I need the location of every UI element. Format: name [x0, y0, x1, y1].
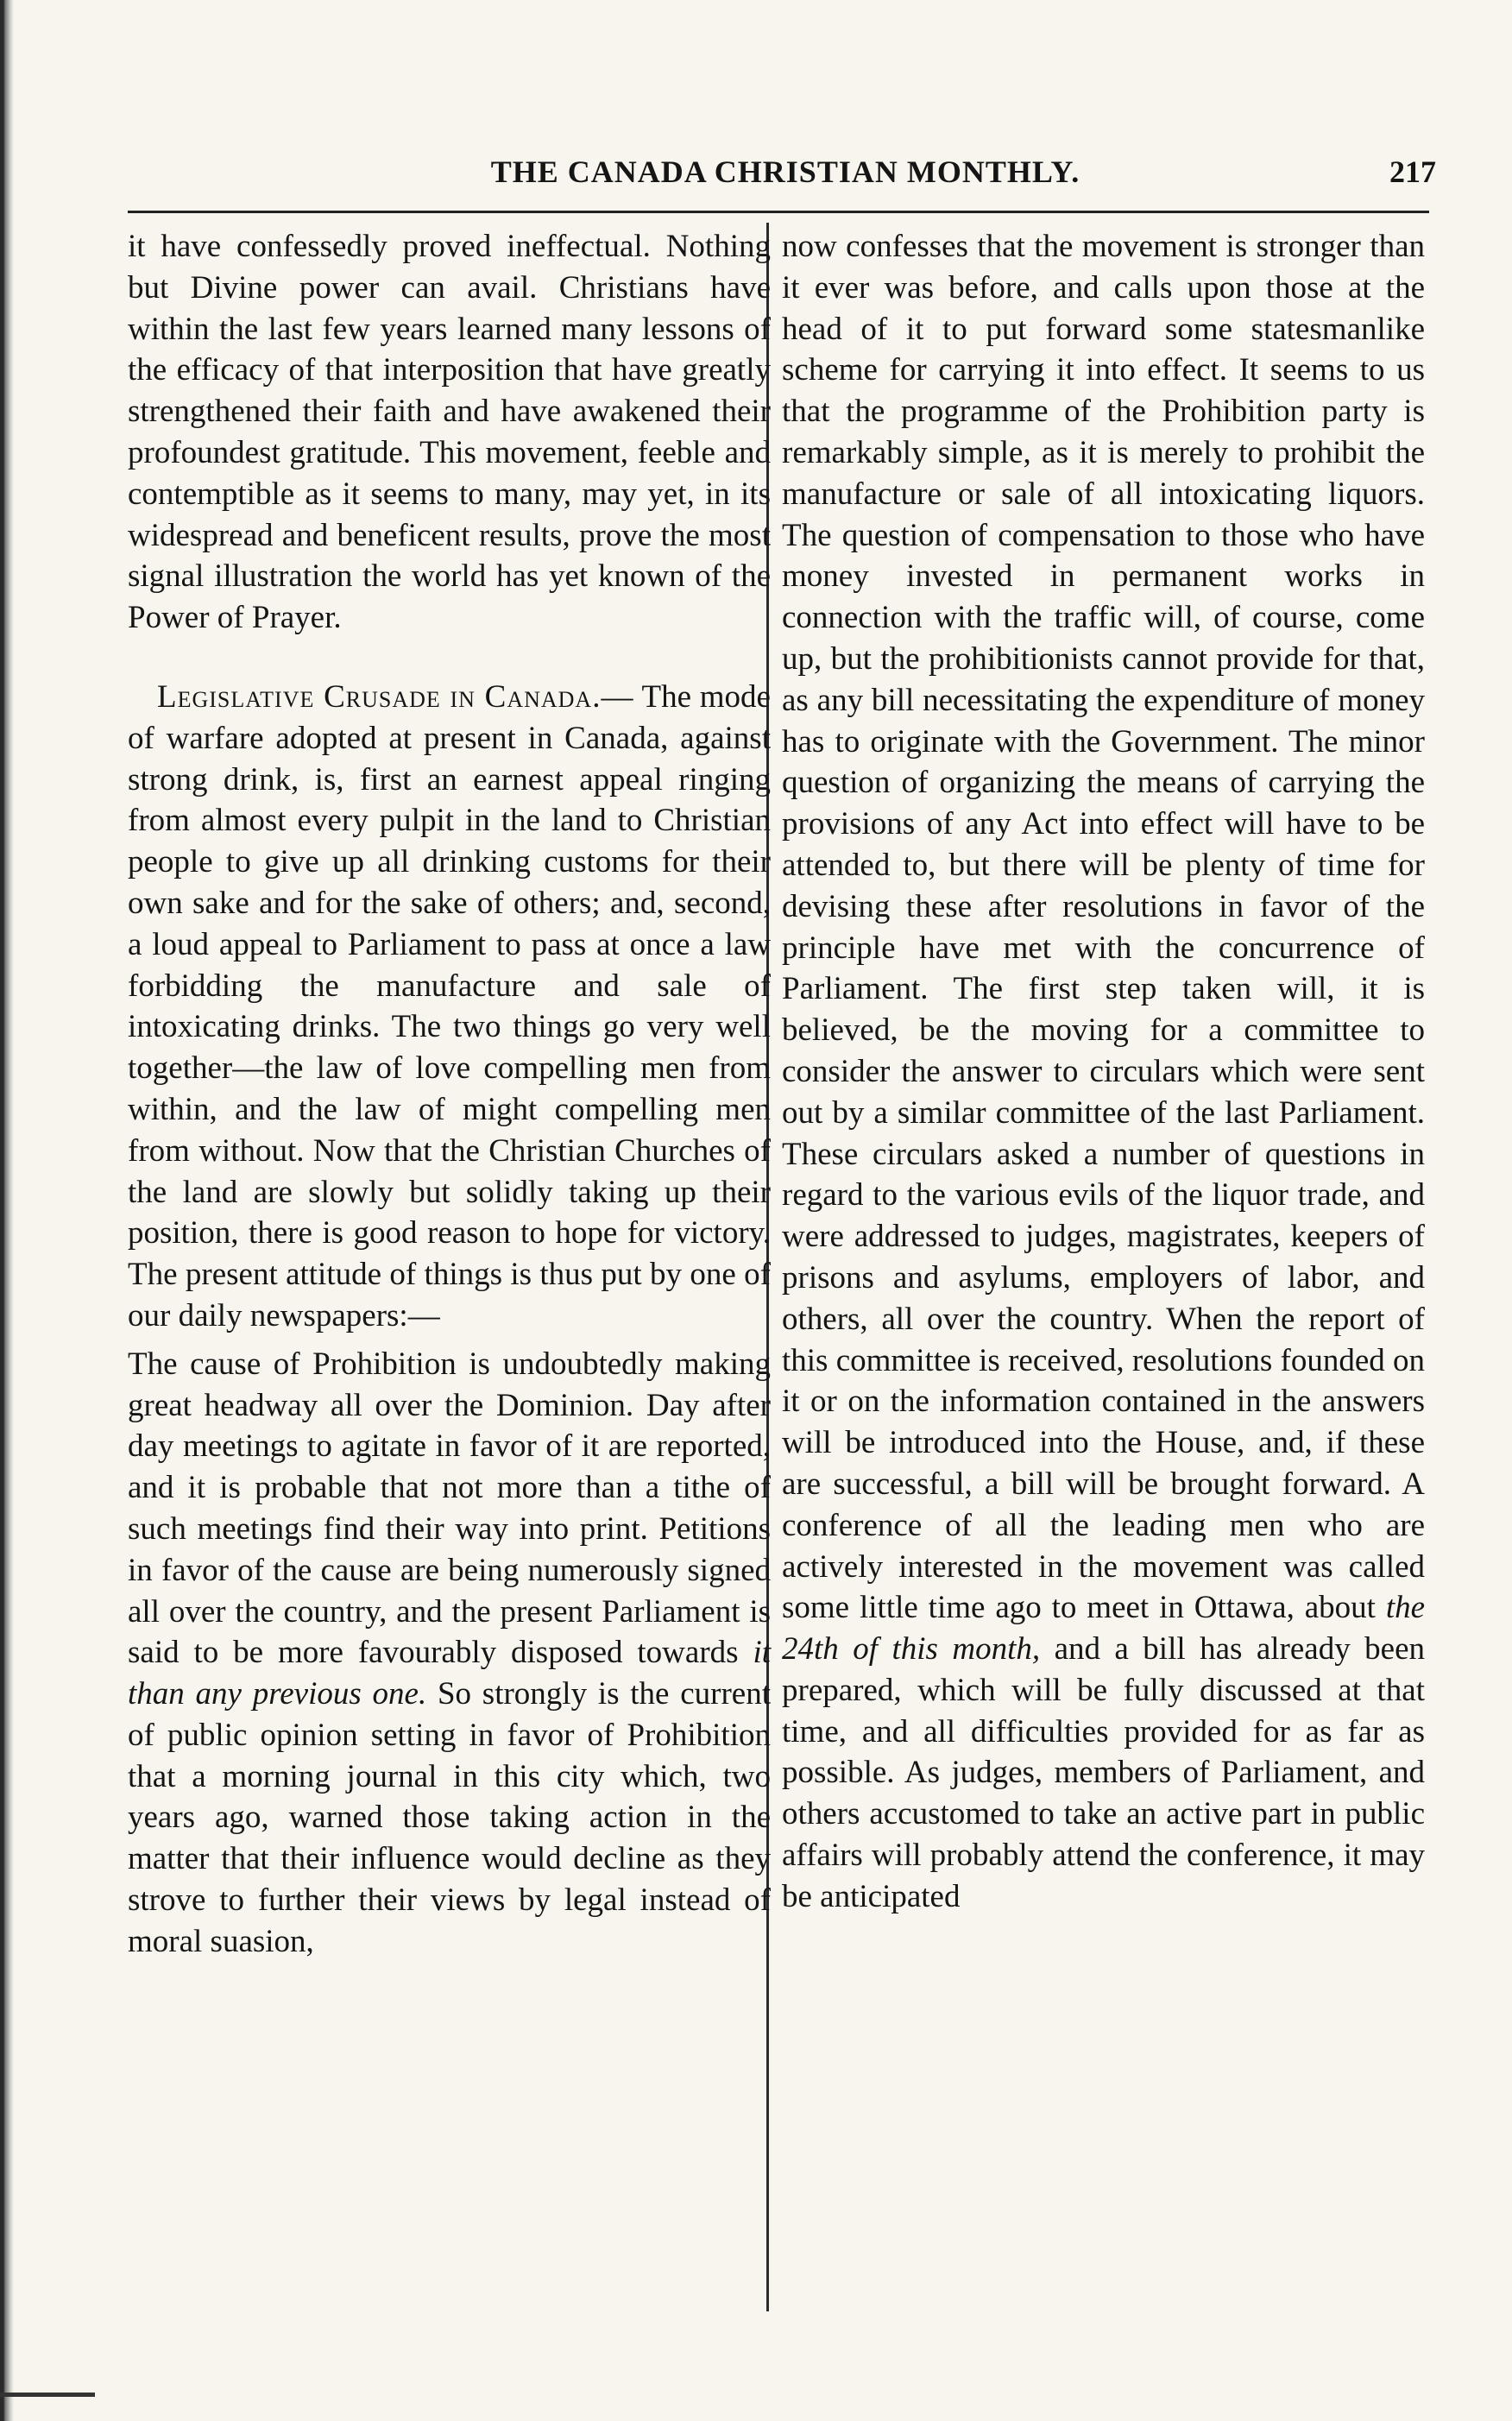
paragraph-prayer: it have confessedly proved ineffectual. Nothing but Divine power can avail. Christians have within the last few years learned many lessons of the efficacy of that interposition that have greatly strengthened their faith and have awakened their profoundest gratitude. This movement, feeble and contemptible as it seems to many, may yet, in its widespread and beneficent results, prove the most signal illustration the world has yet known of the Power of Prayer. — [128, 229, 771, 636]
paragraph-newspaper-quote — [128, 1344, 771, 1963]
header-rule — [128, 211, 1429, 213]
running-head — [129, 148, 1441, 200]
book-spine-edge — [0, 0, 14, 2421]
quote-text-end: So strongly is the current of public opinion setting in favor of Prohibition that a morning journal in this city which, two years ago, warned those taking action in the matter that their influence would decline as they strove to further their views by legal instead of moral suasion, — [128, 1676, 771, 1959]
journal-title: THE CANADA CHRISTIAN MONTHLY. — [490, 154, 1080, 189]
page-number: 217 — [1389, 154, 1436, 189]
page-corner-mark — [0, 2393, 95, 2397]
section-heading: Legislative Crusade in Canada.— — [157, 678, 634, 715]
quote-text-start: The cause of Prohibition is undoubtedly making great headway all over the Dominion. Day after day meetings to agitate in favor of it are reported, and it is probable that not more than a tithe of such meetings find their way into print. Petitions in favor of the cause are being numerously signed all over the country, and the present Parliament is said to be more favourably disposed towards — [128, 1346, 771, 1671]
paragraph-legislative-crusade — [128, 677, 771, 1337]
left-column — [128, 226, 771, 1963]
right-column — [782, 226, 1425, 1918]
continued-text-italic: the 24th of this month, — [782, 1590, 1426, 1668]
paragraph-text: The mode of warfare adopted at present in Canada, against strong drink, is, first an earnest appeal ringing from almost every pulpit in the land to Christian people to give up all drinking customs for their own sake and for the sake of others; and, second, a loud appeal to Parliament to pass at once a law forbidding the manufacture and sale of intoxicating drinks. The two things go very well together—the law of love compelling men from within, and the law of might compelling men from without. Now that the Christian Churches of the land are slowly but solidly taking up their position, there is good reason to hope for victory. The present attitude of things is thus put by one of our daily newspapers:— — [128, 678, 771, 1333]
continued-text-end: and a bill has already been prepared, which will be fully discussed at that time, and all difficulties provided for as far as possible. As judges, members of Parliament, and others accustomed to take an active part in public affairs will probably attend the conference, it may be anticipated — [782, 1631, 1426, 1914]
quote-text-italic: it than any previous one. — [128, 1635, 771, 1712]
continued-text-start: now confesses that the movement is stronger than it ever was before, and calls upon those at the head of it to put forward some statesmanlike scheme for carrying it into effect. It seems to us that the programme of the Prohibition party is remarkably simple, as it is merely to prohibit the manufacture or sale of all intoxicating liquors. The question of compensation to those who have money invested in permanent works in connection with the traffic will, of course, come up, but the prohibitionists cannot provide for that, as any bill necessitating the expenditure of money has to originate with the Government. The minor question of organizing the means of carrying the provisions of any Act into effect will have to be attended to, but there will be plenty of time for devising these after resolutions in favor of the principle have met with the concurrence of Parliament. The first step taken will, it is believed, be the moving for a committee to consider the answer to circulars which were sent out by a similar committee of the last Parliament. These circulars asked a number of questions in regard to the various evils of the liquor trade, and were addressed to judges, magistrates, keepers of prisons and asylums, employers of labor, and others, all over the country. When the report of this committee is received, resolutions founded on it or on the information contained in the answers will be introduced into the House, and, if these are successful, a bill will be brought forward. A conference of all the leading men who are actively interested in the movement was called some little time ago to meet in Ottawa, about — [782, 229, 1425, 1626]
paragraph-continued — [782, 226, 1425, 1918]
